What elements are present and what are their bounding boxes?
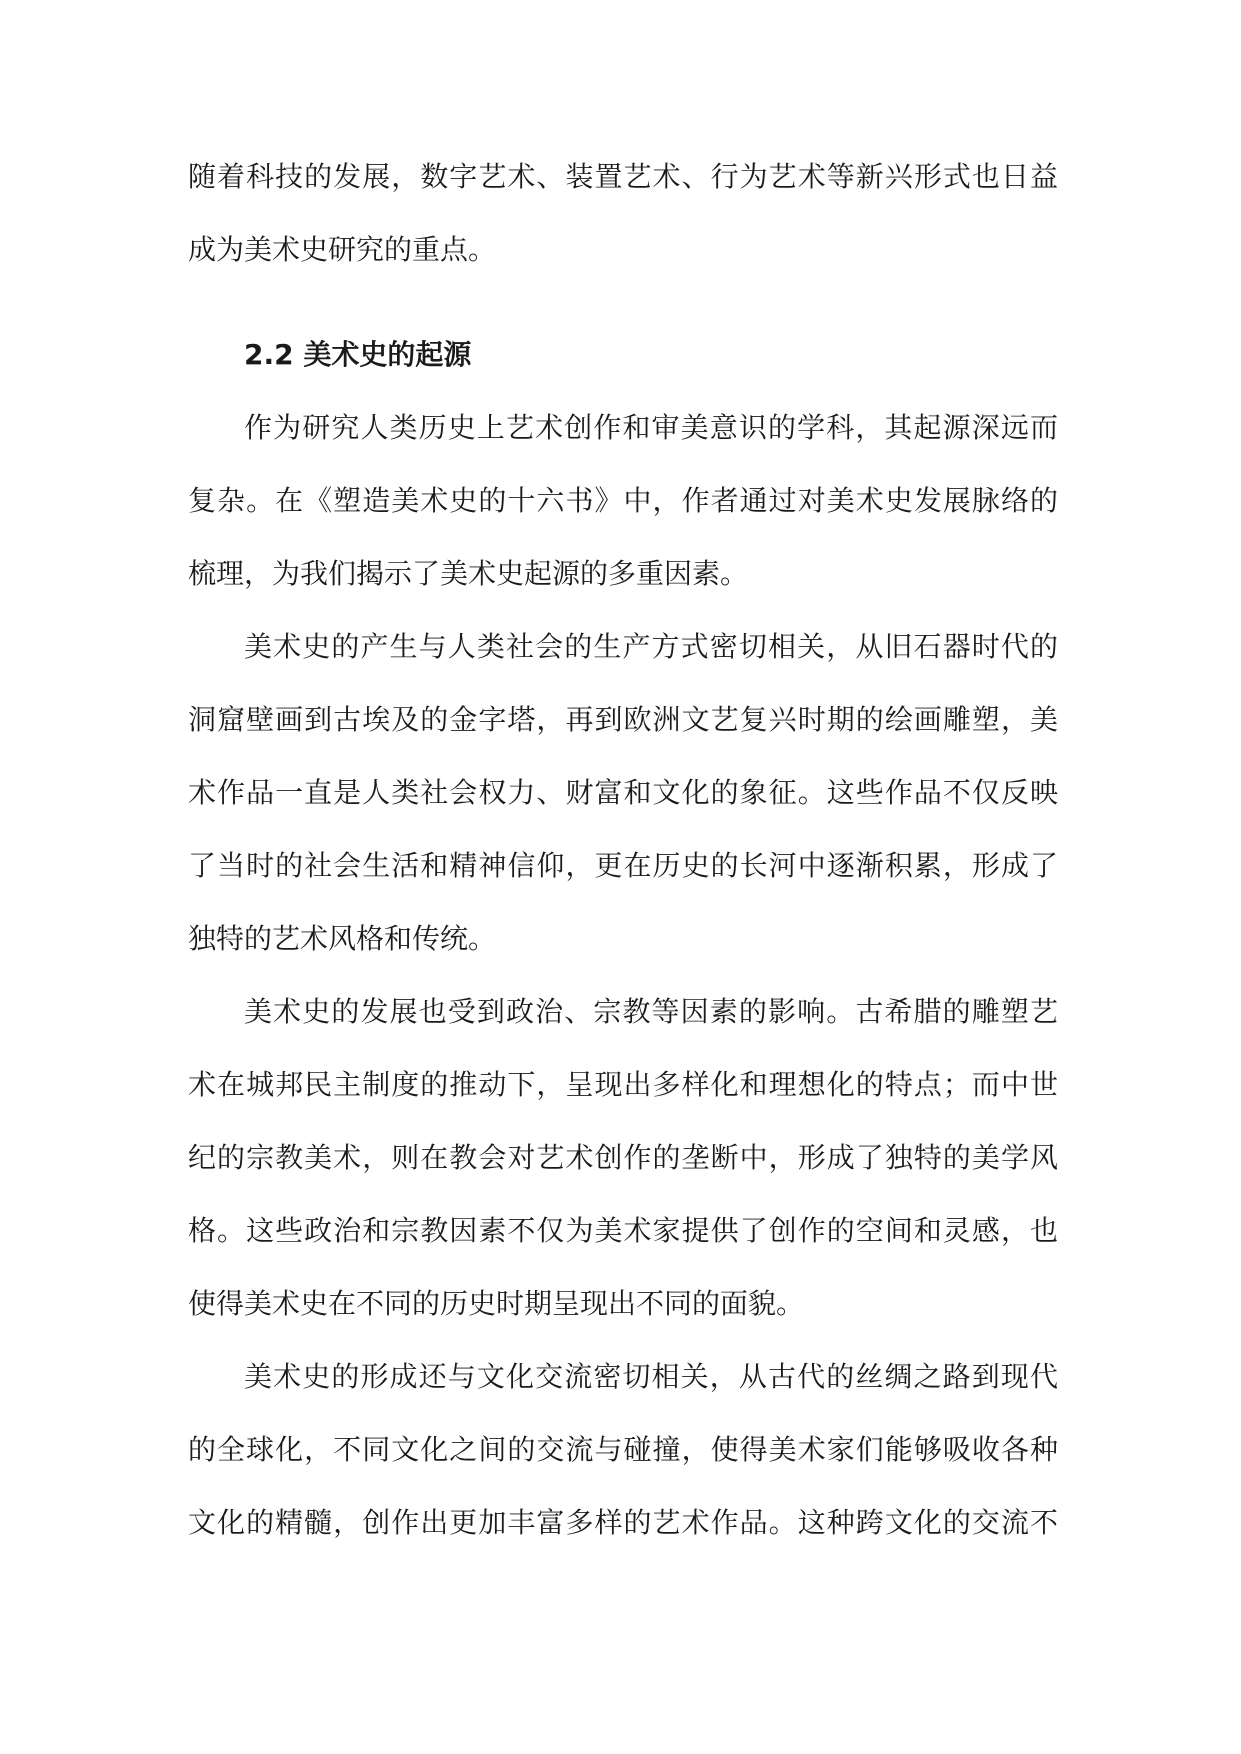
text-line: 使得美术史在不同的历史时期呈现出不同的面貌。 [188,1287,805,1320]
intro-paragraph [188,140,1058,286]
paragraph-1 [188,391,1058,610]
paragraph-4 [188,1340,1058,1559]
text-line: 成为美术史研究的重点。 [188,233,497,266]
text-line: 的全球化，不同文化之间的交流与碰撞，使得美术家们能够吸收各种 [188,1433,1058,1466]
section-gap [188,286,1058,318]
text-line: 随着科技的发展，数字艺术、装置艺术、行为艺术等新兴形式也日益 [188,160,1058,193]
text-line: 复杂。在《塑造美术史的十六书》中，作者通过对美术史发展脉络的 [188,484,1058,517]
text-line: 文化的精髓，创作出更加丰富多样的艺术作品。这种跨文化的交流不 [188,1506,1058,1539]
text-line: 作为研究人类历史上艺术创作和审美意识的学科，其起源深远而 [244,411,1058,444]
text-line: 了当时的社会生活和精神信仰，更在历史的长河中逐渐积累，形成了 [188,849,1058,882]
paragraph-2 [188,610,1058,975]
paragraph-3 [188,975,1058,1340]
text-line: 纪的宗教美术，则在教会对艺术创作的垄断中，形成了独特的美学风 [188,1141,1058,1174]
text-line: 术作品一直是人类社会权力、财富和文化的象征。这些作品不仅反映 [188,776,1058,809]
text-line: 美术史的发展也受到政治、宗教等因素的影响。古希腊的雕塑艺 [244,995,1058,1028]
document-body [188,140,1058,1559]
section-heading: 2.2 美术史的起源 [244,338,472,371]
text-line: 美术史的形成还与文化交流密切相关，从古代的丝绸之路到现代 [244,1360,1058,1393]
text-line: 梳理，为我们揭示了美术史起源的多重因素。 [188,557,749,590]
text-line: 洞窟壁画到古埃及的金字塔，再到欧洲文艺复兴时期的绘画雕塑，美 [188,703,1058,736]
text-line: 格。这些政治和宗教因素不仅为美术家提供了创作的空间和灵感，也 [188,1214,1058,1247]
text-line: 独特的艺术风格和传统。 [188,922,497,955]
text-line: 术在城邦民主制度的推动下，呈现出多样化和理想化的特点；而中世 [188,1068,1058,1101]
text-line: 美术史的产生与人类社会的生产方式密切相关，从旧石器时代的 [244,630,1058,663]
